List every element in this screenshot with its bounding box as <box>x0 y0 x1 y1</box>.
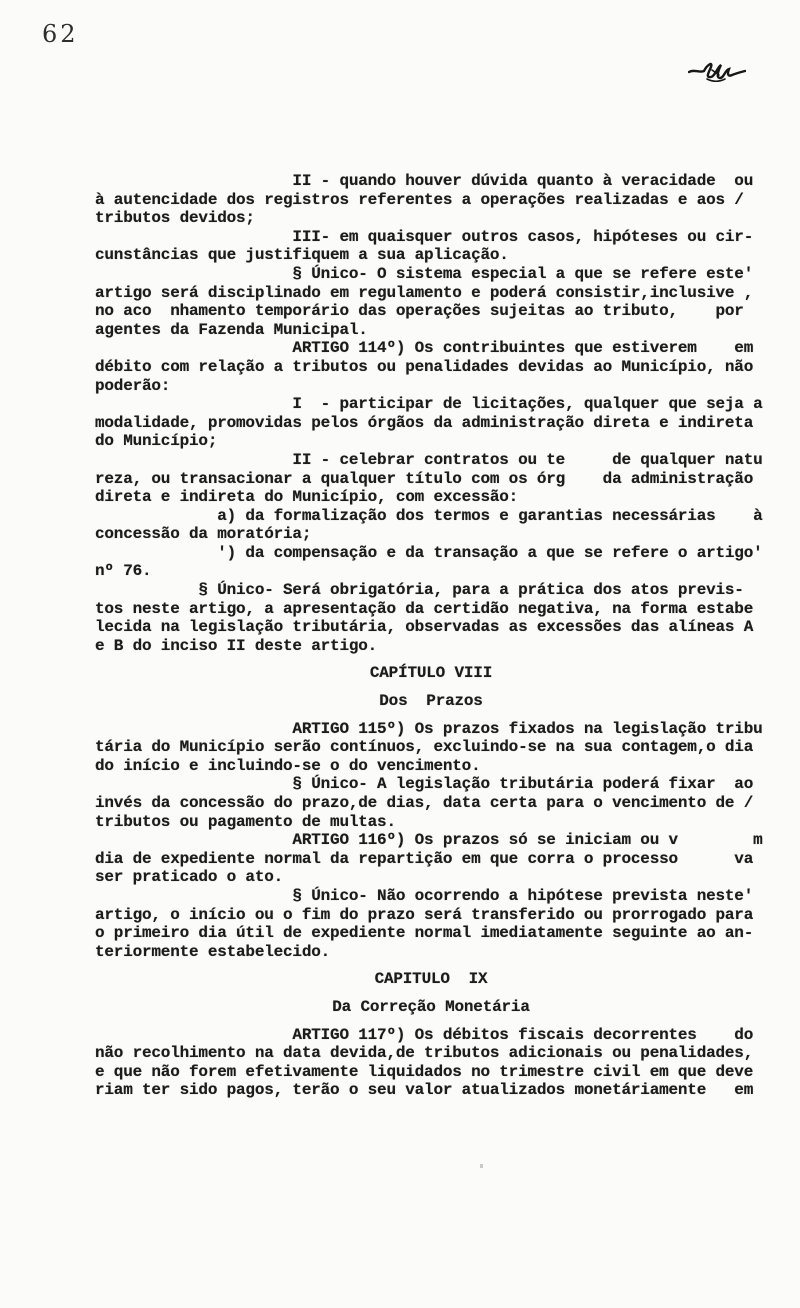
handwritten-mark-icon <box>688 58 746 86</box>
text-line: § Único- Será obrigatória, para a prática dos atos previs- <box>95 581 744 600</box>
text-line: o primeiro dia útil de expediente normal imediatamente seguinte ao an- <box>95 924 754 943</box>
text-line: tos neste artigo, a apresentação da certidão negativa, na forma estabe <box>95 599 754 618</box>
text-line: a) da formalização dos termos e garantias necessárias à <box>95 506 763 525</box>
text-line: à autencidade dos registros referentes a operações realizadas e aos / <box>95 190 744 209</box>
text-line: ARTIGO 116º) Os prazos só se iniciam ou v m <box>95 831 763 850</box>
text-line: direta e indireta do Município, com excessão: <box>95 488 519 507</box>
text-line: do Município; <box>95 432 218 451</box>
text-line: I - participar de licitações, qualquer que seja a <box>95 395 763 414</box>
page-number: 62 <box>42 20 79 48</box>
text-line: II - celebrar contratos ou te de qualquer natu <box>95 450 763 469</box>
text-line: poderão: <box>95 376 171 395</box>
scan-speck <box>480 1164 483 1168</box>
section-heading: CAPITULO IX <box>374 970 488 989</box>
text-line: ') da compensação e da transação a que se refere o artigo' <box>95 543 763 562</box>
text-line: dia de expediente normal da repartição em que corra o processo va <box>95 849 754 868</box>
text-line: reza, ou transacionar a qualquer título com os órg da administração <box>95 469 754 488</box>
text-line: ARTIGO 115º) Os prazos fixados na legislação tribu <box>95 719 763 738</box>
section-heading: Da Correção Monetária <box>332 997 530 1016</box>
text-line: § Único- Não ocorrendo a hipótese prevista neste' <box>95 886 754 905</box>
text-line: cunstâncias que justifiquem a sua aplicação. <box>95 246 509 265</box>
text-line: § Único- O sistema especial a que se refere este' <box>95 264 754 283</box>
text-line: ARTIGO 114º) Os contribuintes que estiverem em <box>95 339 754 358</box>
text-line: lecida na legislação tributária, observadas as excessões das alíneas A <box>95 618 754 637</box>
text-line: tária do Município serão contínuos, excluindo-se na sua contagem,o dia <box>95 738 754 757</box>
text-line: do início e incluindo-se o do vencimento. <box>95 756 481 775</box>
section-heading: Dos Prazos <box>379 692 483 711</box>
text-line: ARTIGO 117º) Os débitos fiscais decorrentes do <box>95 1025 754 1044</box>
text-line: e que não forem efetivamente liquidados no trimestre civil em que deve <box>95 1062 754 1081</box>
text-line: não recolhimento na data devida,de tributos adicionais ou penalidades, <box>95 1044 754 1063</box>
section-heading: CAPÍTULO VIII <box>369 664 493 683</box>
text-line: invés da concessão do prazo,de dias, data certa para o vencimento de / <box>95 794 754 812</box>
text-line: artigo será disciplinado em regulamento e poderá consistir,inclusive , <box>95 283 754 302</box>
text-line: ser praticado o ato. <box>95 868 284 887</box>
text-line: § Único- A legislação tributária poderá fixar ao <box>95 775 754 794</box>
text-line: modalidade, promovidas pelos órgãos da administração direta e indireta <box>95 413 754 432</box>
text-line: teriormente estabelecido. <box>95 942 331 961</box>
text-line: e B do inciso II deste artigo. <box>95 636 378 655</box>
text-line: artigo, o início ou o fim do prazo será transferido ou prorrogado para <box>95 905 754 924</box>
text-line: II - quando houver dúvida quanto à veracidade ou <box>95 172 754 190</box>
text-line: tributos ou pagamento de multas. <box>95 812 396 831</box>
text-line: riam ter sido pagos, terão o seu valor atualizados monetáriamente em <box>95 1081 754 1100</box>
text-line: agentes da Fazenda Municipal. <box>95 320 368 339</box>
text-line: nº 76. <box>95 562 152 581</box>
text-line: concessão da moratória; <box>95 525 312 544</box>
text-line: tributos devidos; <box>95 209 255 228</box>
text-line: débito com relação a tributos ou penalidades devidas ao Município, não <box>95 357 754 376</box>
text-line: III- em quaisquer outros casos, hipóteses ou cir- <box>95 227 754 246</box>
document-text <box>95 172 785 1100</box>
text-line: no aco nhamento temporário das operações sujeitas ao tributo, por <box>95 302 744 321</box>
